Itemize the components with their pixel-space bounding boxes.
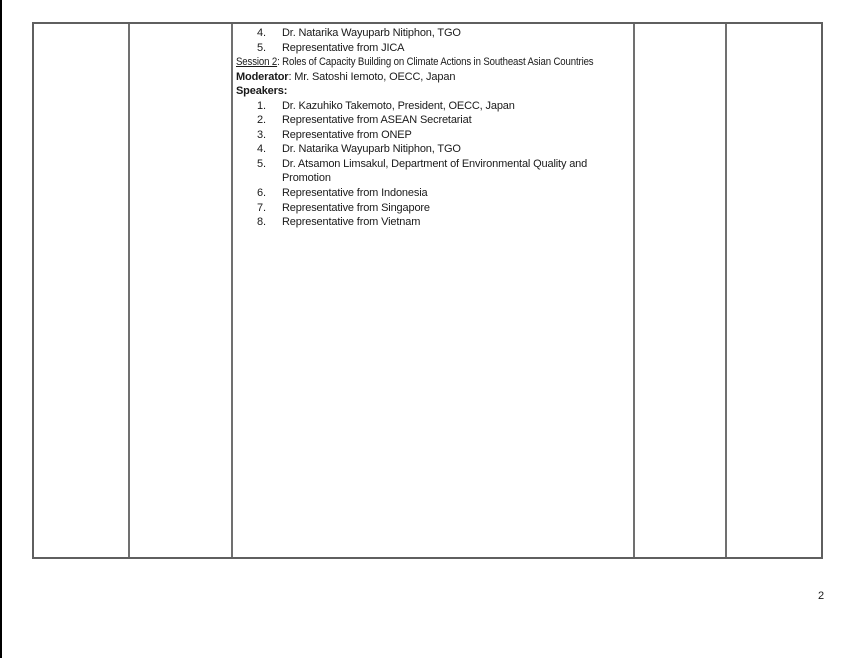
list-item-number: 5.	[257, 41, 266, 54]
list-item-number: 1.	[257, 99, 266, 112]
list-item	[236, 157, 630, 186]
table-cell-col4-empty	[635, 24, 727, 557]
list-item-text: Dr. Natarika Wayuparb Nitiphon, TGO	[282, 27, 461, 39]
list-item	[236, 26, 630, 41]
list-item-number: 4.	[257, 143, 266, 156]
list-item-text	[282, 157, 587, 186]
list-item	[236, 215, 630, 230]
list-item	[236, 113, 630, 128]
list-item	[236, 99, 630, 114]
list-item-number: 2.	[257, 114, 266, 127]
list-item-text: Representative from ONEP	[282, 128, 412, 141]
table-cell-col5-empty	[727, 24, 821, 557]
list-item-number: 6.	[257, 187, 266, 200]
list-item-number: 7.	[257, 201, 266, 214]
list-item-text-line1: Dr. Atsamon Limsakul, Department of Environmental Quality and	[282, 157, 588, 170]
session2-label: Session 2	[236, 56, 278, 69]
list-item-number: 8.	[257, 216, 266, 229]
list-item	[236, 41, 630, 56]
table-cell-agenda-details	[233, 24, 635, 557]
list-item-text: Representative from ASEAN Secretariat	[282, 114, 472, 127]
moderator-line	[236, 70, 630, 85]
list-item-text-line2: Promotion	[282, 172, 331, 185]
list-item-number: 5.	[257, 157, 266, 170]
session2-title: : Roles of Capacity Building on Climate Actions in Southeast Asian Countries	[277, 56, 594, 69]
list-item-number: 4.	[257, 27, 266, 39]
speakers-heading: Speakers:	[236, 85, 288, 98]
scan-edge-artifact	[0, 0, 2, 658]
moderator-name: : Mr. Satoshi Iemoto, OECC, Japan	[288, 70, 456, 83]
moderator-label: Moderator	[236, 70, 289, 83]
list-item-text: Representative from Singapore	[282, 201, 430, 214]
agenda-table	[32, 22, 823, 559]
list-item	[236, 201, 630, 216]
session2-heading-text	[236, 55, 593, 70]
list-item-text: Representative from JICA	[282, 41, 405, 54]
list-item	[236, 142, 630, 157]
list-item	[236, 186, 630, 201]
table-cell-col2-empty	[130, 24, 233, 557]
session2-heading	[236, 55, 630, 70]
list-item-text: Dr. Natarika Wayuparb Nitiphon, TGO	[282, 143, 461, 156]
page-number: 2	[818, 590, 824, 602]
list-item	[236, 128, 630, 143]
list-item-text: Representative from Indonesia	[282, 187, 428, 200]
list-item-text: Dr. Kazuhiko Takemoto, President, OECC, Japan	[282, 99, 515, 112]
list-item-number: 3.	[257, 128, 266, 141]
table-cell-col1-empty	[34, 24, 130, 557]
list-item-text: Representative from Vietnam	[282, 216, 421, 229]
